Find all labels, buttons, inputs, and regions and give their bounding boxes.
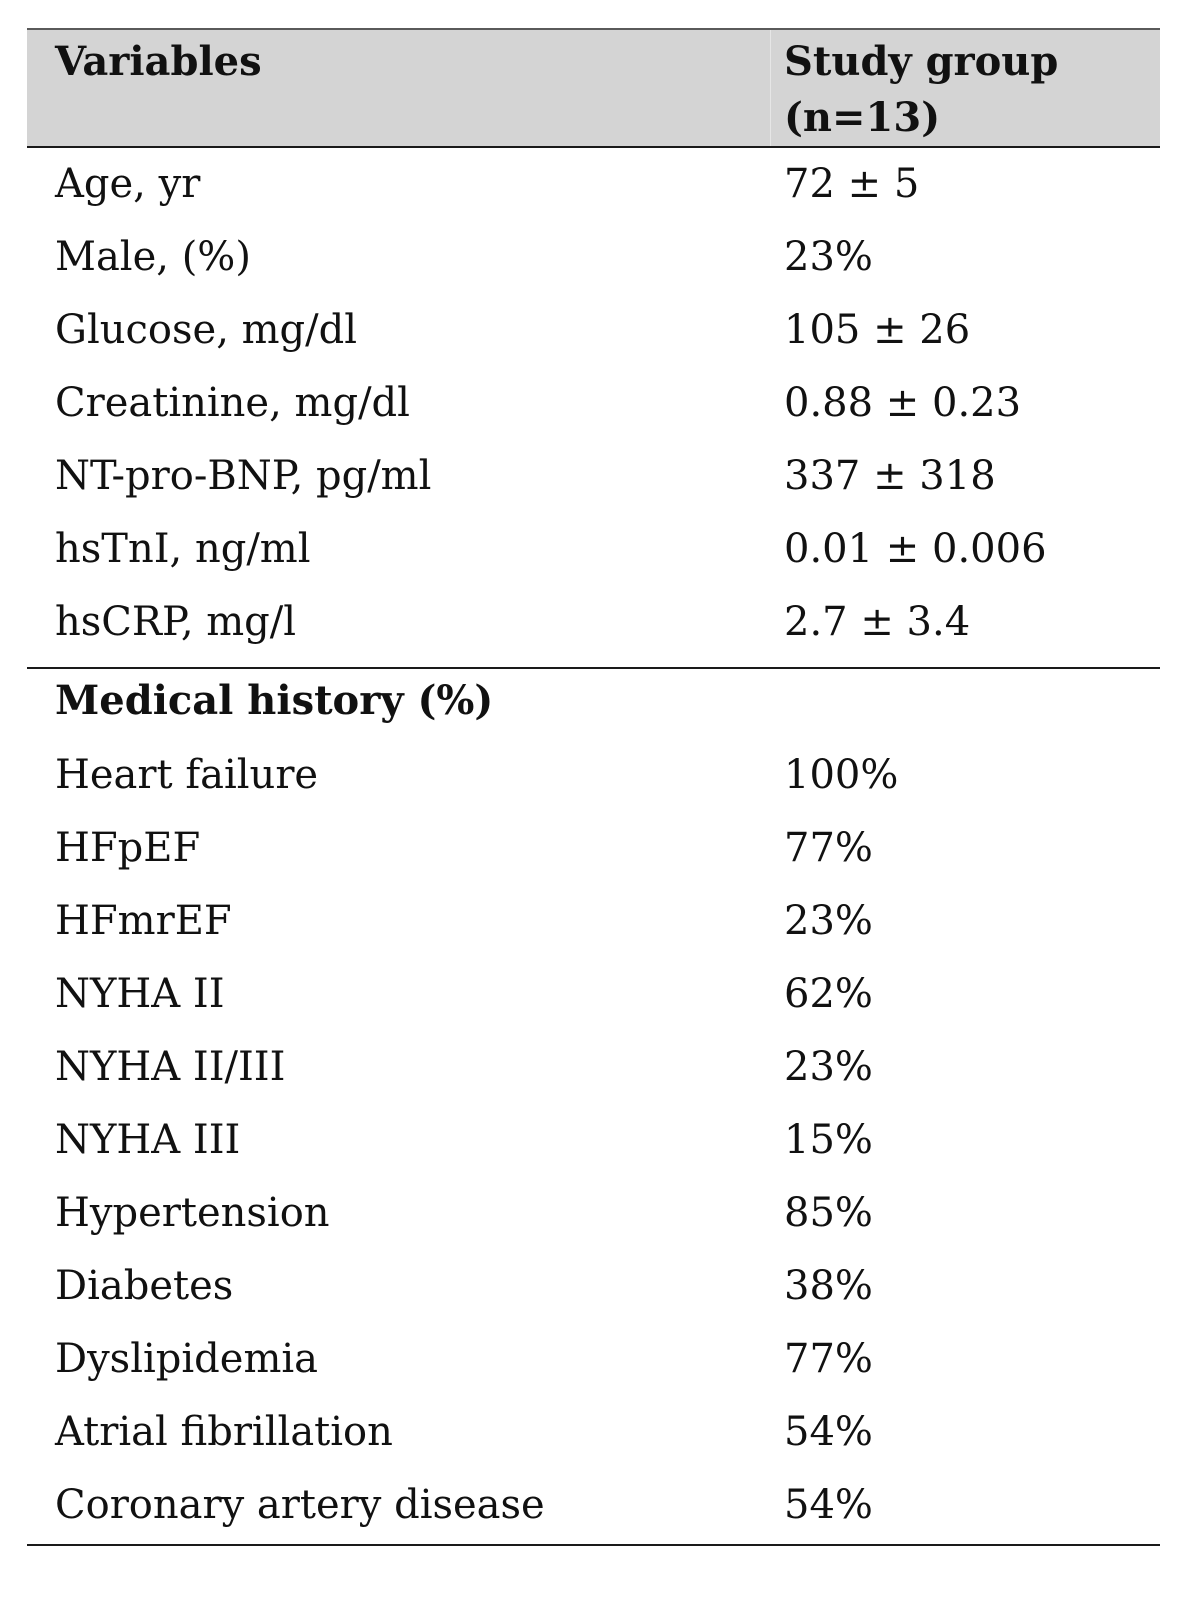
- row-variable: Hypertension: [55, 1190, 330, 1236]
- table-header: [27, 30, 1160, 148]
- header-study-group-line1: Study group: [784, 38, 1059, 85]
- row-variable: Creatinine, mg/dl: [55, 380, 410, 426]
- header-column-divider: [770, 30, 771, 146]
- row-value: 77%: [784, 1336, 873, 1382]
- table-row: [27, 367, 1160, 440]
- table-row: [27, 1104, 1160, 1177]
- row-variable: Coronary artery disease: [55, 1482, 545, 1528]
- section-title: Medical history (%): [55, 677, 494, 724]
- table-row: [27, 586, 1160, 659]
- table-row: [27, 513, 1160, 586]
- table-row: [27, 1250, 1160, 1323]
- header-study-group: [784, 34, 1058, 146]
- row-variable: Glucose, mg/dl: [55, 307, 358, 353]
- row-value: 337 ± 318: [784, 453, 996, 499]
- row-value: 0.88 ± 0.23: [784, 380, 1022, 426]
- table-row: [27, 885, 1160, 958]
- table-bottom-rule: [27, 1544, 1160, 1546]
- baseline-rows: [27, 148, 1160, 659]
- row-variable: Atrial fibrillation: [55, 1409, 393, 1455]
- table-row: [27, 1177, 1160, 1250]
- row-variable: Male, (%): [55, 234, 251, 280]
- row-variable: Dyslipidemia: [55, 1336, 319, 1382]
- row-variable: Age, yr: [55, 161, 201, 207]
- table-row: [27, 221, 1160, 294]
- row-value: 23%: [784, 898, 873, 944]
- table-row: [27, 1396, 1160, 1469]
- table-row: [27, 958, 1160, 1031]
- row-value: 105 ± 26: [784, 307, 971, 353]
- row-value: 77%: [784, 825, 873, 871]
- row-value: 54%: [784, 1482, 873, 1528]
- row-variable: Heart failure: [55, 752, 319, 798]
- row-variable: NYHA III: [55, 1117, 241, 1163]
- table-row: [27, 1323, 1160, 1396]
- row-variable: NYHA II/III: [55, 1044, 286, 1090]
- row-value: 23%: [784, 234, 873, 280]
- row-variable: HFpEF: [55, 825, 201, 871]
- header-study-group-line2: (n=13): [784, 94, 941, 141]
- table-row: [27, 148, 1160, 221]
- row-value: 2.7 ± 3.4: [784, 599, 971, 645]
- row-value: 100%: [784, 752, 899, 798]
- characteristics-table: [27, 28, 1160, 1546]
- section-header-row: [27, 669, 1160, 739]
- row-value: 23%: [784, 1044, 873, 1090]
- history-rows: [27, 739, 1160, 1542]
- row-variable: hsTnI, ng/ml: [55, 526, 311, 572]
- table-row: [27, 812, 1160, 885]
- row-variable: HFmrEF: [55, 898, 232, 944]
- table-row: [27, 1469, 1160, 1542]
- table-row: [27, 1031, 1160, 1104]
- row-variable: Diabetes: [55, 1263, 234, 1309]
- header-variables: Variables: [55, 38, 262, 85]
- row-value: 54%: [784, 1409, 873, 1455]
- row-variable: NYHA II: [55, 971, 225, 1017]
- row-value: 72 ± 5: [784, 161, 920, 207]
- row-value: 62%: [784, 971, 873, 1017]
- row-value: 15%: [784, 1117, 873, 1163]
- row-value: 38%: [784, 1263, 873, 1309]
- row-variable: hsCRP, mg/l: [55, 599, 297, 645]
- row-value: 85%: [784, 1190, 873, 1236]
- row-variable: NT-pro-BNP, pg/ml: [55, 453, 432, 499]
- table-row: [27, 440, 1160, 513]
- row-value: 0.01 ± 0.006: [784, 526, 1047, 572]
- table-row: [27, 294, 1160, 367]
- table-row: [27, 739, 1160, 812]
